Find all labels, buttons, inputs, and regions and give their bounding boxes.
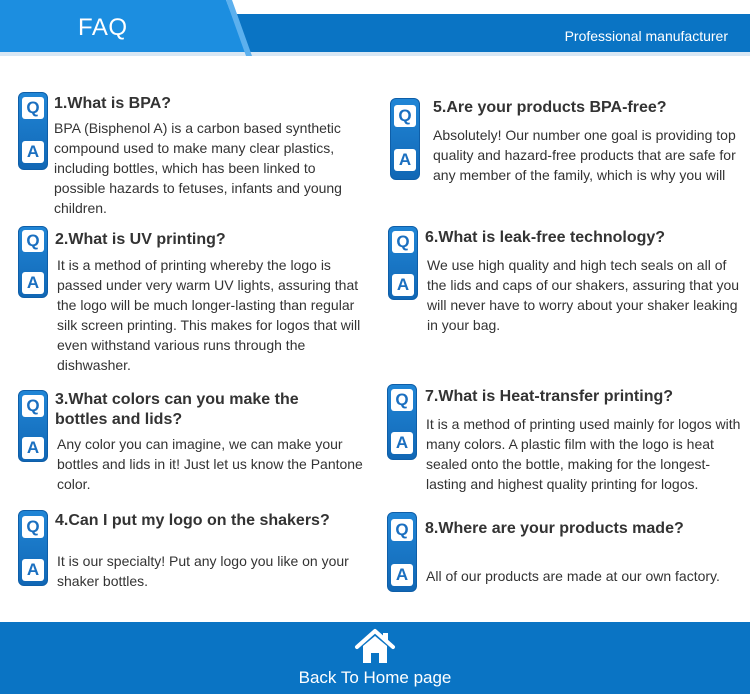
faq-answer: Any color you can imagine, we can make your bottles and lids in it! Just let us know the Pantone color.: [57, 436, 363, 492]
faq-answer: It is a method of printing whereby the logo is passed under very warm UV lights, assuring that the logo will be much longer-lasting than regular silk screen printing. This makes for logos that will even withstand various runs through the dishwasher.: [57, 257, 361, 373]
header-banner: [0, 0, 750, 72]
back-to-home-button[interactable]: [0, 622, 750, 694]
faq-question: 7.What is Heat-transfer printing?: [425, 388, 674, 405]
answer-icon: A: [22, 272, 44, 294]
faq-answer: We use high quality and high tech seals on all of the lids and caps of our shakers, assuring that you will never have to worry about your shaker leaking in your bag.: [427, 257, 740, 333]
faq-answer: Absolutely! Our number one goal is providing top quality and hazard-free products that are safe for any member of the family, which is why you will: [433, 127, 736, 183]
faq-question: 2.What is UV printing?: [55, 231, 226, 248]
qa-badge: [388, 226, 418, 300]
qa-badge: [387, 384, 417, 460]
faq-question: 8.Where are your products made?: [425, 520, 684, 537]
qa-badge: [18, 510, 48, 586]
home-icon[interactable]: [354, 628, 396, 666]
question-icon: Q: [394, 105, 416, 127]
question-icon: Q: [22, 97, 44, 119]
question-icon: Q: [391, 389, 413, 411]
qa-badge: [18, 226, 48, 298]
question-icon: Q: [22, 395, 44, 417]
faq-question: 3.What colors can you make the bottles and lids?: [55, 391, 299, 428]
faq-question: 4.Can I put my logo on the shakers?: [55, 512, 330, 529]
faq-item-8: [387, 512, 747, 597]
faq-item-5: [390, 98, 745, 188]
answer-icon: A: [391, 564, 413, 586]
faq-item-2: [18, 226, 363, 376]
page-title: FAQ: [78, 14, 128, 41]
faq-item-4: [18, 510, 363, 595]
faq-item-3: [18, 390, 373, 495]
faq-item-7: [387, 384, 745, 514]
question-icon: Q: [22, 230, 44, 252]
qa-badge: [387, 512, 417, 592]
answer-icon: A: [22, 437, 44, 459]
answer-icon: A: [392, 274, 414, 296]
faq-answer: All of our products are made at our own factory.: [426, 568, 720, 584]
answer-icon: A: [394, 149, 416, 171]
faq-answer: It is a method of printing used mainly for logos with many colors. A plastic film with the logo is heat sealed onto the bottle, making for the longest-lasting and highest quality printing for logos.: [426, 416, 741, 492]
faq-question: 6.What is leak-free technology?: [425, 229, 666, 246]
back-to-home-link[interactable]: Back To Home page: [298, 668, 452, 687]
faq-question: 1.What is BPA?: [54, 95, 172, 112]
faq-item-6: [388, 226, 745, 336]
faq-item-1: [18, 92, 358, 217]
qa-badge: [18, 390, 48, 462]
answer-icon: A: [391, 432, 413, 454]
header-subtitle: Professional manufacturer: [564, 28, 728, 44]
question-icon: Q: [391, 519, 413, 541]
qa-badge: [390, 98, 420, 180]
faq-answer: BPA (Bisphenol A) is a carbon based synthetic compound used to make many clear plastics, including bottles, which has been linked to possible hazards to fetuses, infants and young children.: [54, 120, 342, 216]
question-icon: Q: [22, 516, 44, 538]
answer-icon: A: [22, 559, 44, 581]
faq-question: 5.Are your products BPA-free?: [433, 99, 667, 116]
faq-answer: It is our specialty! Put any logo you like on your shaker bottles.: [57, 553, 349, 589]
qa-badge: [18, 92, 48, 170]
question-icon: Q: [392, 231, 414, 253]
answer-icon: A: [22, 141, 44, 163]
